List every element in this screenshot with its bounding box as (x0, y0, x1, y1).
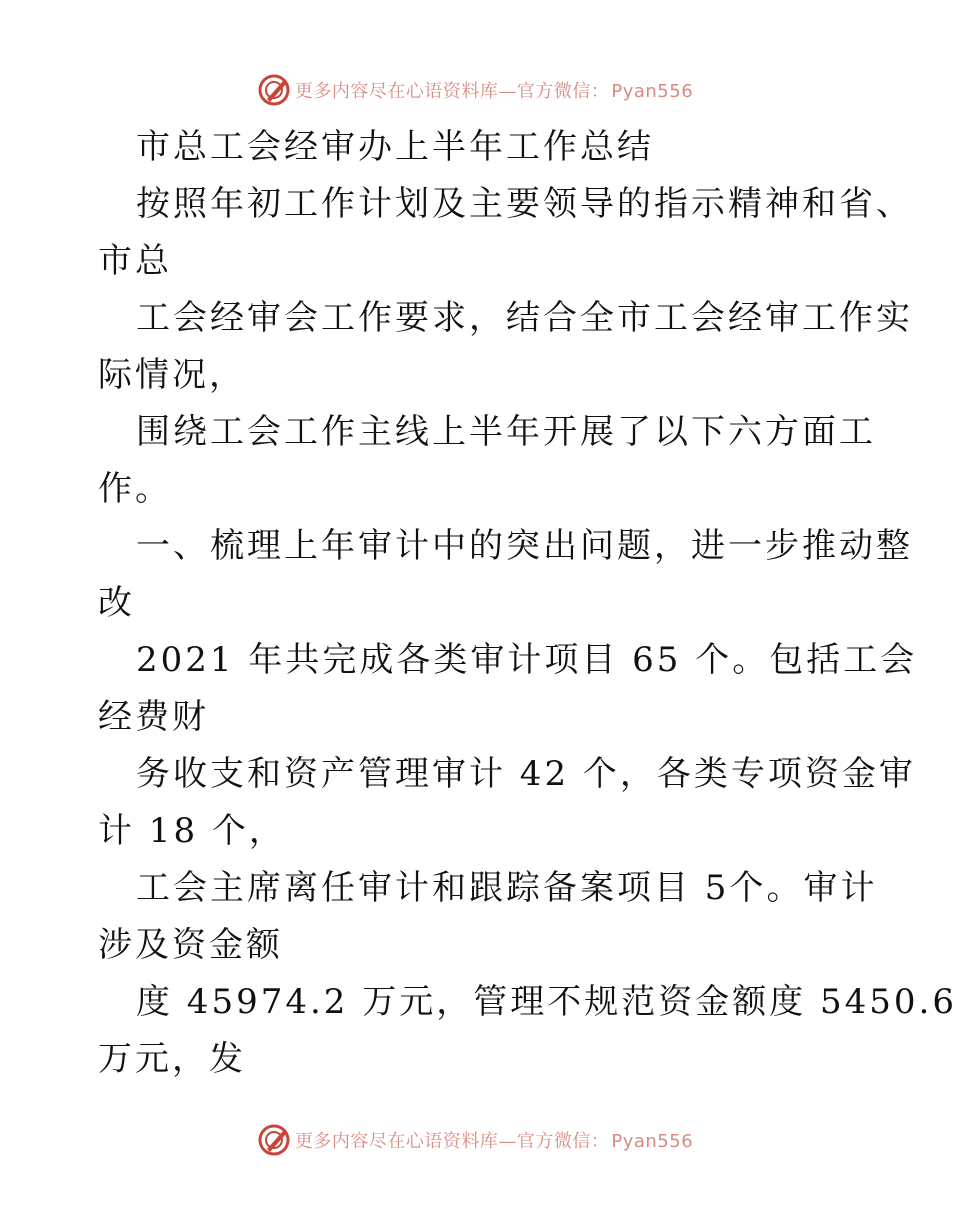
watermark-wechat-id: Pyan556 (611, 1131, 694, 1152)
paragraph-line: 万元，发 (98, 1039, 246, 1079)
section-heading-line: 一、梳理上年审计中的突出问题，进一步推动整 (136, 526, 913, 566)
paragraph-line: 工会经审会工作要求，结合全市工会经审工作实 (136, 298, 913, 338)
section-heading-line: 改 (98, 583, 135, 623)
brand-logo-icon (257, 1123, 291, 1157)
paragraph-line: 市总 (98, 241, 172, 281)
paragraph-line: 按照年初工作计划及主要领导的指示精神和省、 (136, 184, 913, 224)
paragraph-line: 工会主席离任审计和跟踪备案项目 5个。审计 (136, 868, 878, 908)
document-body (98, 119, 957, 1088)
paragraph-line: 计 18 个， (98, 811, 286, 851)
watermark-text: 更多内容尽在心语资料库—官方微信： (294, 81, 610, 102)
paragraph-line: 涉及资金额 (98, 925, 283, 965)
watermark-wechat-id: Pyan556 (611, 81, 694, 102)
paragraph-line: 2021 年共完成各类审计项目 65 个。包括工会 (136, 640, 918, 680)
paragraph-line: 经费财 (98, 697, 209, 737)
brand-logo-icon (257, 73, 291, 107)
header-watermark (0, 70, 950, 110)
document-title: 市总工会经审办上半年工作总结 (136, 127, 654, 167)
paragraph-line: 务收支和资产管理审计 42 个，各类专项资金审 (136, 754, 916, 794)
paragraph-line: 作。 (98, 469, 172, 509)
paragraph-line: 围绕工会工作主线上半年开展了以下六方面工 (136, 412, 876, 452)
paragraph-line: 度 45974.2 万元，管理不规范资金额度 5450.6 (136, 982, 957, 1022)
watermark-text: 更多内容尽在心语资料库—官方微信： (294, 1131, 610, 1152)
paragraph-line: 际情况， (98, 355, 246, 395)
footer-watermark (0, 1120, 950, 1160)
